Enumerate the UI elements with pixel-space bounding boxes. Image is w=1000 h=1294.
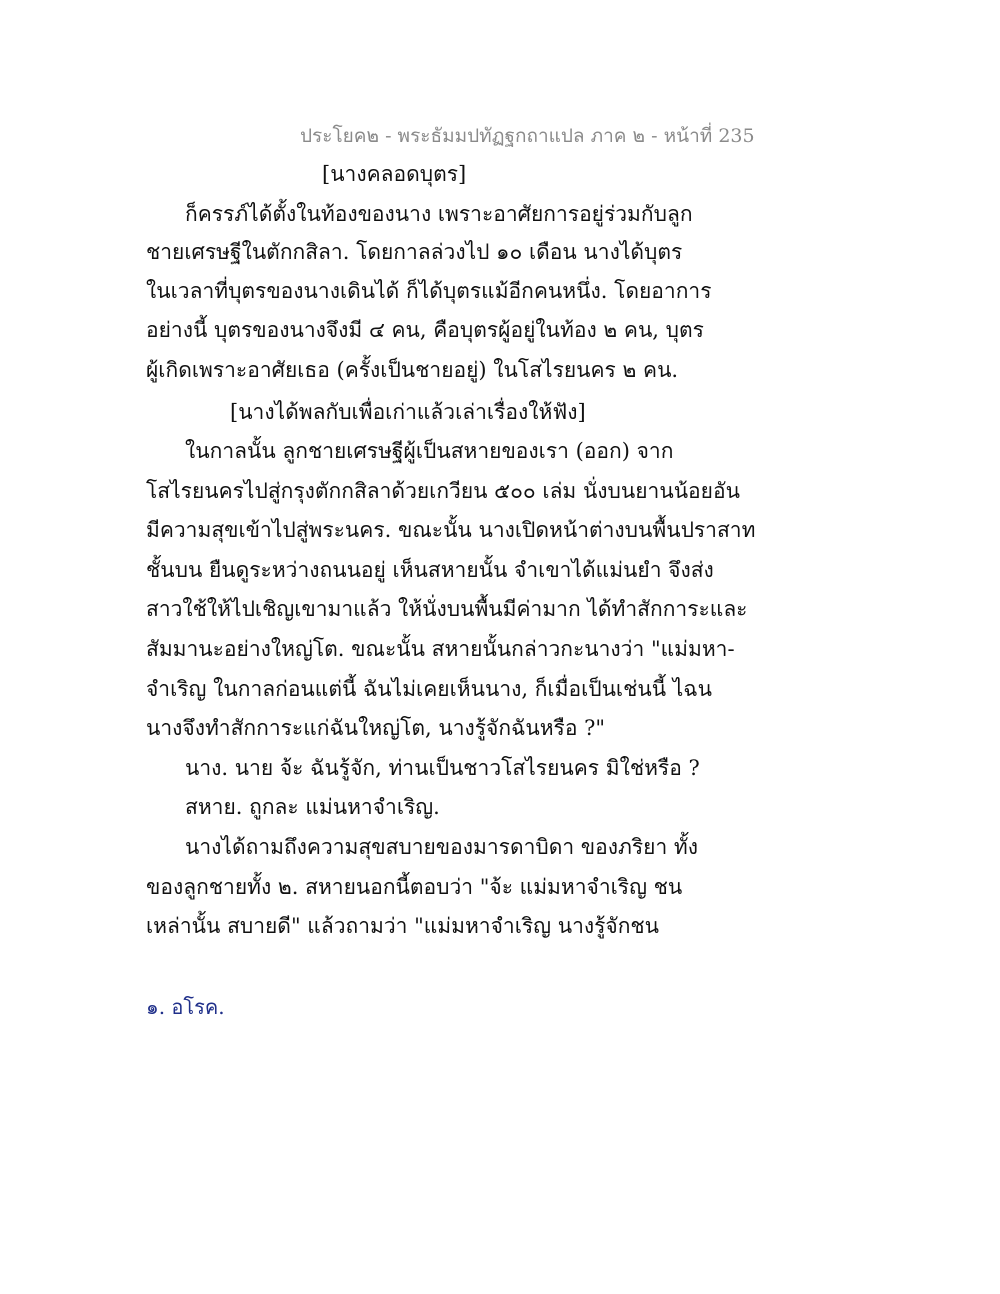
body-line: เหล่านั้น สบายดี" แล้วถามว่า "แม่มหาจำเริญ นางรู้จักชน (146, 914, 660, 938)
running-header: ประโยค๒ - พระธัมมปทัฏฐกถาแปล ภาค ๒ - หน้าที่ 235 (300, 125, 755, 147)
body-line: มีความสุขเข้าไปสู่พระนคร. ขณะนั้น นางเปิดหน้าต่างบนพื้นปราสาท (146, 518, 756, 542)
body-line: นาง. นาย จ้ะ ฉันรู้จัก, ท่านเป็นชาวโสไรยนคร มิใช่หรือ ? (185, 756, 700, 780)
body-line: ชายเศรษฐีในตักกสิลา. โดยกาลล่วงไป ๑๐ เดือน นางได้บุตร (146, 240, 683, 264)
footnote: ๑. อโรค. (146, 995, 225, 1019)
body-line: โสไรยนครไปสู่กรุงตักกสิลาด้วยเกวียน ๕๐๐ เล่ม นั่งบนยานน้อยอัน (146, 479, 740, 503)
section-heading-birth: [นางคลอดบุตร] (322, 162, 467, 186)
body-line: ในกาลนั้น ลูกชายเศรษฐีผู้เป็นสหายของเรา (ออก) จาก (185, 439, 674, 463)
body-line: ของลูกชายทั้ง ๒. สหายนอกนี้ตอบว่า "จ้ะ แม่มหาจำเริญ ชน (146, 875, 683, 899)
body-line: ผู้เกิดเพราะอาศัยเธอ (ครั้งเป็นชายอยู่) ในโสไรยนคร ๒ คน. (146, 358, 679, 382)
body-line: ในเวลาที่บุตรของนางเดินได้ ก็ได้บุตรแม้อีกคนหนึ่ง. โดยอาการ (146, 279, 712, 303)
body-line: นางจึงทำสักการะแก่ฉันใหญ่โต, นางรู้จักฉันหรือ ?" (146, 716, 606, 740)
body-line: จำเริญ ในกาลก่อนแต่นี้ ฉันไม่เคยเห็นนาง, ก็เมื่อเป็นเช่นนี้ ไฉน (146, 677, 712, 701)
body-line: สหาย. ถูกละ แม่นหาจำเริญ. (185, 795, 440, 819)
body-line: ชั้นบน ยืนดูระหว่างถนนอยู่ เห็นสหายนั้น จำเขาได้แม่นยำ จึงส่ง (146, 558, 714, 582)
section-heading-meeting: [นางได้พลกับเพื่อเก่าแล้วเล่าเรื่องให้ฟัง] (230, 400, 586, 424)
body-line: นางได้ถามถึงความสุขสบายของมารดาบิดา ของภริยา ทั้ง (185, 835, 699, 859)
body-line: ก็ครรภ์ได้ตั้งในท้องของนาง เพราะอาศัยการอยู่ร่วมกับลูก (185, 202, 693, 226)
body-line: สาวใช้ให้ไปเชิญเขามาแล้ว ให้นั่งบนพื้นมีค่ามาก ได้ทำสักการะและ (146, 597, 748, 621)
body-line: อย่างนี้ บุตรของนางจึงมี ๔ คน, คือบุตรผู้อยู่ในท้อง ๒ คน, บุตร (146, 318, 704, 342)
body-line: สัมมานะอย่างใหญ่โต. ขณะนั้น สหายนั้นกล่าวกะนางว่า "แม่มหา- (146, 637, 735, 661)
